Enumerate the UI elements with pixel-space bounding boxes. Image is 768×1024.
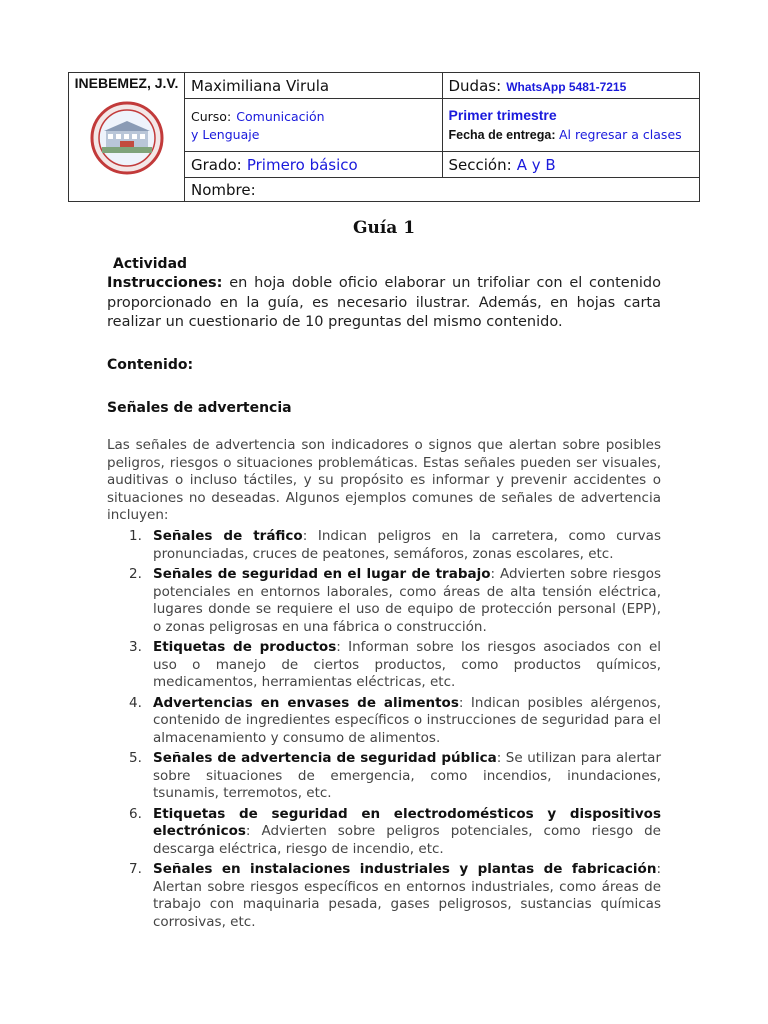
list-item-number: 1. — [129, 528, 142, 544]
curso-label: Curso: — [191, 108, 232, 124]
intro-paragraph: Las señales de advertencia son indicadores o signos que alertan sobre posibles peligros, riesgos o situaciones problemáticas. Estas señales pueden ser visuales, auditivas o incluso táctiles, y su propósito es informar y prevenir accidentes o situaciones no deseadas. Algunos ejemplos comunes de señales de advertencia incluyen: — [107, 437, 661, 523]
list-item-number: 5. — [129, 750, 142, 766]
list-item — [107, 806, 661, 859]
teacher-cell — [185, 73, 443, 99]
list-item-number: 7. — [129, 861, 142, 877]
header-table — [68, 72, 700, 202]
list-item-text: : Alertan sobre riesgos específicos en entornos industriales, como áreas de trabajo con maquinaria pesada, gases peligrosos, sustancias químicas corrosivas, etc. — [153, 861, 661, 930]
list-item-text: : Indican posibles alérgenos, contenido de ingredientes específicos o instrucciones de seguridad para el almacenamiento y consumo de alimentos. — [153, 694, 661, 746]
fecha-entrega — [449, 127, 694, 142]
fecha-label: Fecha de entrega: — [448, 128, 556, 143]
list-item-title: Señales en instalaciones industriales y plantas de fabricación — [153, 861, 657, 877]
nombre-cell[interactable] — [185, 177, 700, 201]
list-item-text: : Se utilizan para alertar sobre situaciones de emergencia, como incendios, inundaciones, tsunamis, terremotos, etc. — [153, 750, 662, 801]
list-item-title: Etiquetas de seguridad en electrodomésticos y dispositivos electrónicos — [153, 805, 661, 839]
list-item — [107, 861, 661, 931]
grado-label: Grado: — [191, 155, 242, 174]
list-item — [107, 639, 661, 692]
curso-value-1: Comunicación — [236, 108, 325, 124]
list-item-title: Señales de tráfico — [153, 528, 303, 544]
list-item-text: : Informan sobre los riesgos asociados con el uso o manejo de ciertos productos, como productos químicos, medicamentos, herramientas eléctricas, etc. — [153, 639, 661, 690]
instrucciones-paragraph — [107, 274, 661, 333]
list-item-title: Advertencias en envases de alimentos — [153, 694, 459, 711]
page-title: Guía 1 — [352, 218, 416, 238]
list-item-number: 4. — [129, 694, 142, 711]
list-item — [107, 695, 661, 748]
list-item-title: Etiquetas de productos — [153, 639, 337, 655]
list-item-number: 6. — [129, 805, 142, 822]
list-item-text: : Indican peligros en la carretera, como curvas pronunciadas, cruces de peatones, semáforos, zonas escolares, etc. — [153, 528, 661, 562]
actividad-heading: Actividad — [113, 256, 188, 272]
list-item — [107, 528, 661, 563]
grado-cell — [185, 151, 443, 177]
dudas-cell — [442, 73, 700, 99]
nombre-label: Nombre: — [191, 180, 256, 199]
list-item — [107, 566, 661, 636]
list-item — [107, 750, 661, 803]
contenido-heading: Contenido: — [107, 357, 194, 373]
seccion-cell — [442, 151, 700, 177]
list-item-title: Señales de advertencia de seguridad pública — [153, 750, 497, 766]
curso-value-2: y Lenguaje — [191, 126, 260, 142]
curso-cell — [185, 99, 443, 151]
fecha-value: Al regresar a clases — [558, 127, 682, 143]
section-heading: Señales de advertencia — [107, 400, 292, 416]
examples-list — [107, 528, 661, 934]
teacher-name: Maximiliana Virula — [191, 77, 330, 96]
list-item-title: Señales de seguridad en el lugar de trabajo — [153, 566, 491, 582]
list-item-text: : Advierten sobre riesgos potenciales en entornos laborales, como áreas de alta tensión eléctrica, lugares donde se requiere el uso de equipo de protección personal (EPP), o zonas peligrosas en una fábrica o construcción. — [153, 566, 661, 635]
school-name: INEBEMEZ, J.V. — [74, 75, 179, 91]
dudas-label: Dudas: — [448, 77, 502, 96]
trimestre-cell — [442, 99, 700, 151]
seccion-label: Sección: — [448, 155, 512, 174]
instrucciones-label: Instrucciones: — [107, 275, 223, 291]
whatsapp-link[interactable]: WhatsApp 5481-7215 — [506, 80, 627, 95]
list-item-number: 2. — [129, 566, 142, 582]
school-cell — [69, 73, 185, 202]
trimestre: Primer trimestre — [448, 107, 557, 124]
grado-value: Primero básico — [246, 155, 358, 174]
list-item-text: : Advierten sobre peligros potenciales, como riesgo de descarga eléctrica, riesgo de incendio, etc. — [153, 823, 661, 857]
list-item-number: 3. — [129, 639, 142, 655]
instrucciones-text: en hoja doble oficio elaborar un trifoliar con el contenido proporcionado en la guía, es necesario ilustrar. Además, en hojas carta realizar un cuestionario de 10 preguntas del mismo contenido. — [107, 275, 661, 330]
seccion-value: A y B — [516, 155, 556, 174]
school-logo-icon — [90, 101, 164, 175]
